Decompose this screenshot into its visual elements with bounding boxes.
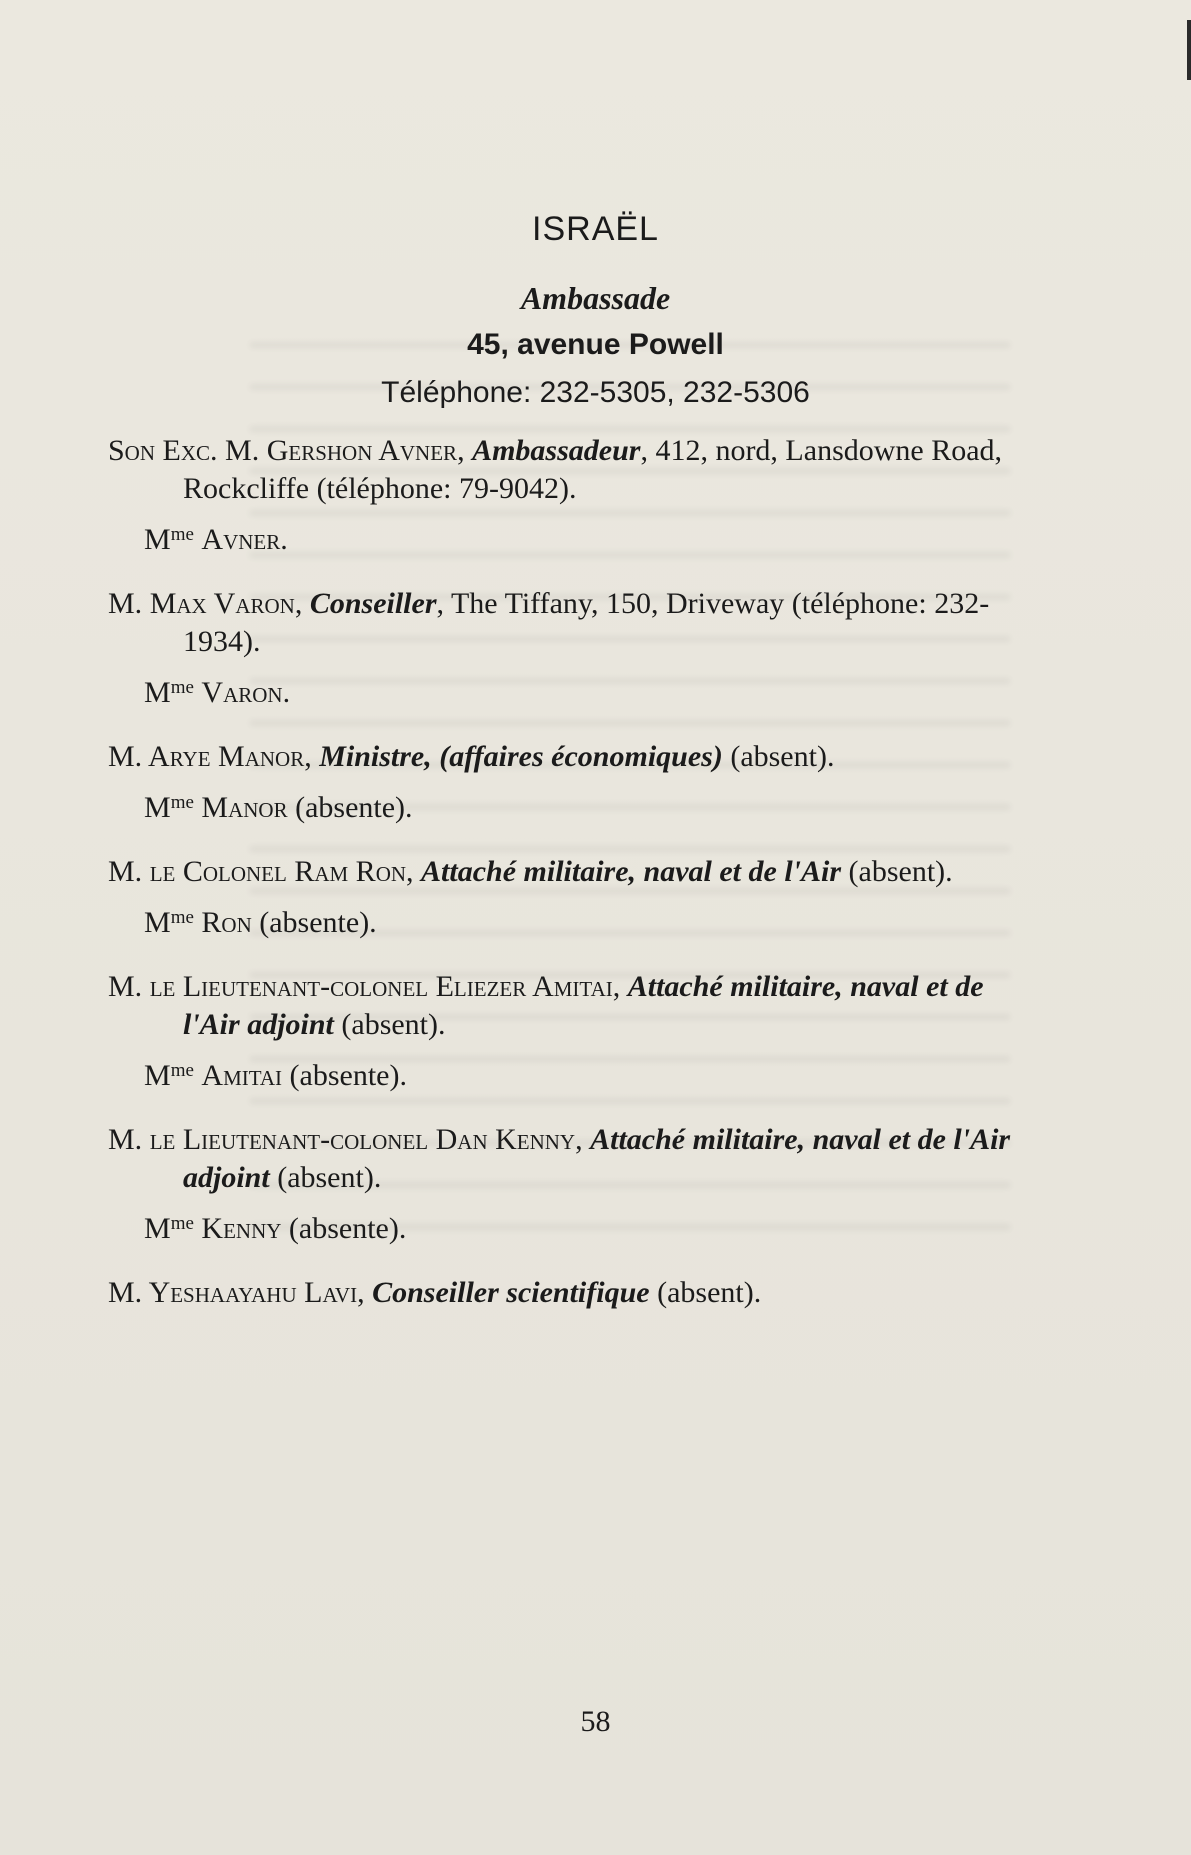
spouse-honorific: M	[144, 676, 171, 709]
spouse-name: Manor	[201, 791, 288, 824]
separator: ,	[612, 970, 628, 1003]
spouse	[108, 784, 1028, 827]
member-name: le Colonel Ram Ron	[149, 855, 407, 888]
spouse-honorific: M	[144, 791, 171, 824]
spouse-name: Ron	[201, 906, 252, 939]
member-details: (absent).	[333, 1008, 446, 1041]
section-label: Ambassade	[520, 280, 671, 316]
honorific: M.	[108, 855, 150, 888]
staff-entry	[108, 738, 1028, 827]
staff-entry	[108, 585, 1028, 712]
member-name: Gershon Avner	[266, 434, 458, 467]
spouse-honorific-sup: me	[170, 524, 194, 545]
spouse-honorific: M	[144, 1059, 171, 1092]
member-details: , The Tiffany, 150, Driveway (téléphone: 232-1934).	[183, 587, 990, 658]
member-name: le Lieutenant-colonel Eliezer Amitai	[149, 970, 613, 1003]
staff-entry	[108, 853, 1028, 942]
member-title: Ministre, (affaires économiques)	[319, 740, 723, 773]
member-title: Attaché militaire, naval et de l'Air adjoint	[183, 970, 984, 1041]
spouse-honorific: M	[144, 523, 171, 556]
spouse-name: Kenny	[201, 1212, 282, 1245]
staff-entry	[108, 1274, 1028, 1312]
spouse	[108, 899, 1028, 942]
member-title: Attaché militaire, naval et de l'Air	[421, 855, 842, 888]
honorific: M.	[108, 970, 150, 1003]
page-edge	[1187, 20, 1191, 80]
separator: ,	[357, 1276, 373, 1309]
separator: ,	[575, 1123, 591, 1156]
embassy-address: 45, avenue Powell	[467, 328, 724, 361]
spouse	[108, 516, 1028, 559]
spouse	[108, 1205, 1028, 1248]
member-details: (absent).	[722, 740, 835, 773]
member-name: Max Varon	[149, 587, 295, 620]
spouse-honorific-sup: me	[170, 1213, 194, 1234]
separator: ,	[457, 434, 473, 467]
spouse-honorific-sup: me	[170, 907, 194, 928]
staff-member	[108, 1274, 1028, 1312]
spouse-details: (absente).	[287, 791, 413, 824]
member-title: Attaché militaire, naval et de l'Air adjoint	[183, 1123, 1011, 1194]
staff-member	[108, 968, 1028, 1044]
spouse	[108, 1052, 1028, 1095]
spouse-name: Avner	[201, 523, 281, 556]
member-details: (absent).	[649, 1276, 762, 1309]
honorific: Son Exc. M.	[108, 434, 267, 467]
embassy-telephone: Téléphone: 232-5305, 232-5306	[381, 376, 810, 409]
member-name: le Lieutenant-colonel Dan Kenny	[149, 1123, 576, 1156]
spouse-details: .	[280, 523, 288, 556]
staff-member	[108, 432, 1028, 508]
spouse	[108, 669, 1028, 712]
staff-entry	[108, 968, 1028, 1095]
spouse-details: (absente).	[281, 1212, 407, 1245]
spouse-honorific-sup: me	[170, 677, 194, 698]
spouse-name: Varon	[201, 676, 283, 709]
honorific: M.	[108, 740, 149, 773]
spouse-honorific: M	[144, 1212, 171, 1245]
spouse-details: (absente).	[282, 1059, 407, 1092]
member-details: , 412, nord, Lansdowne Road, Rockcliffe (téléphone: 79-9042).	[183, 434, 1003, 505]
page-number: 58	[580, 1705, 611, 1738]
spouse-honorific: M	[144, 906, 171, 939]
honorific: M.	[108, 1276, 149, 1309]
member-title: Conseiller scientifique	[372, 1276, 650, 1309]
member-details: (absent).	[269, 1161, 382, 1194]
separator: ,	[294, 587, 310, 620]
separator: ,	[304, 740, 320, 773]
member-name: Yeshaayahu Lavi	[148, 1276, 358, 1309]
staff-member	[108, 1121, 1028, 1197]
honorific: M.	[108, 587, 150, 620]
separator: ,	[406, 855, 422, 888]
staff-member	[108, 853, 1028, 891]
member-details: (absent).	[841, 855, 953, 888]
staff-member	[108, 585, 1028, 661]
spouse-honorific-sup: me	[170, 792, 194, 813]
spouse-honorific-sup: me	[170, 1060, 194, 1081]
member-name: Arye Manor	[148, 740, 305, 773]
honorific: M.	[108, 1123, 150, 1156]
country-heading: ISRAËL	[532, 210, 659, 248]
member-title: Ambassadeur	[472, 434, 641, 467]
staff-list	[108, 432, 1028, 1338]
spouse-name: Amitai	[201, 1059, 283, 1092]
member-title: Conseiller	[309, 587, 437, 620]
staff-entry	[108, 1121, 1028, 1248]
spouse-details: (absente).	[251, 906, 377, 939]
staff-member	[108, 738, 1028, 776]
staff-entry	[108, 432, 1028, 559]
spouse-details: .	[282, 676, 291, 709]
